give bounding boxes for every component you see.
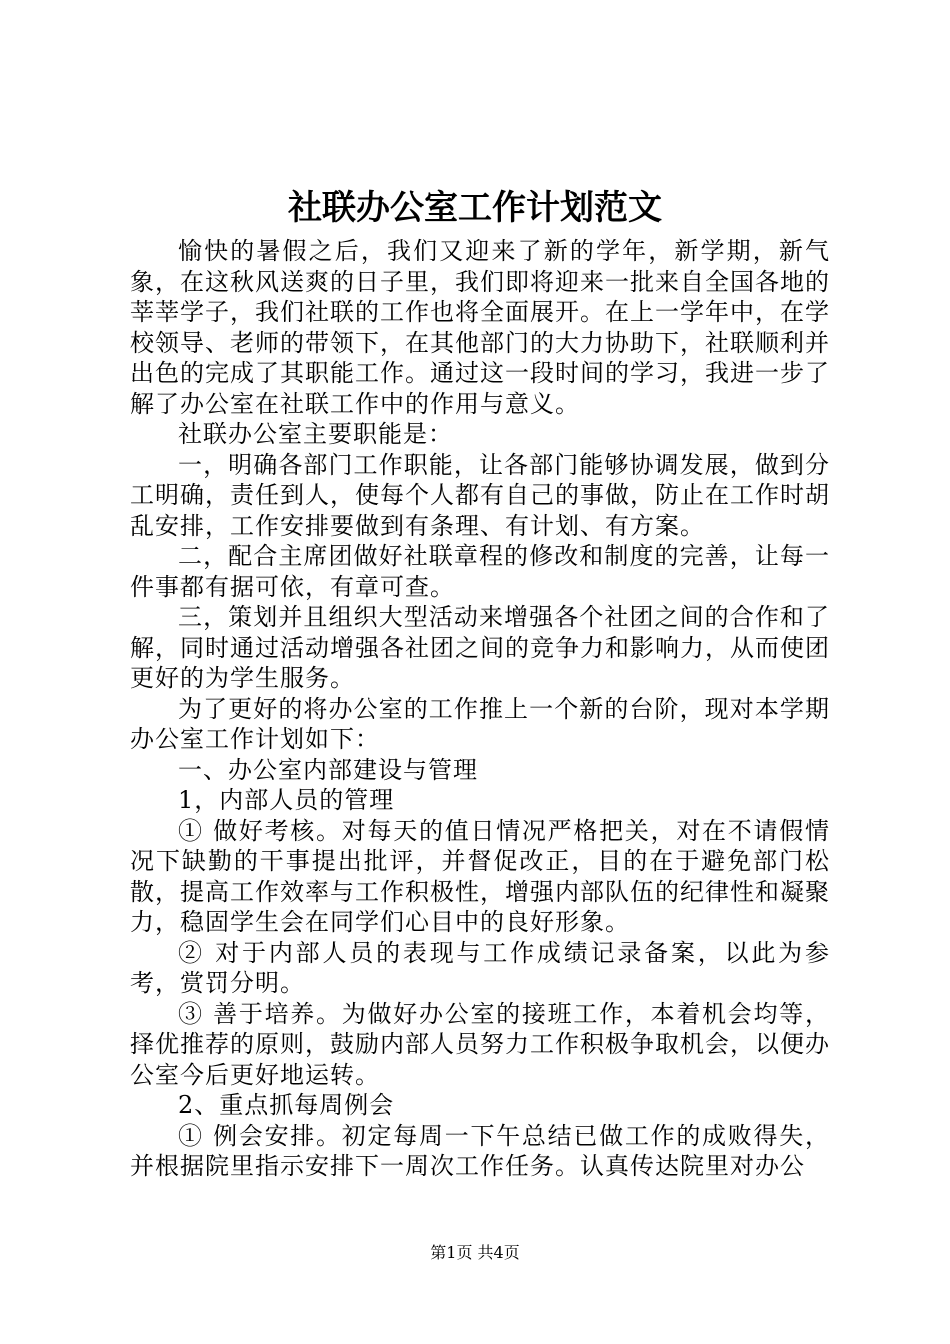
list-item: ① 做好考核。对每天的值日情况严格把关，对在不请假情况下缺勤的干事提出批评，并督促改正，目的在于避免部门松散，提高工作效率与工作积极性，增强内部队伍的纪律性和凝聚力，稳固学生会在同学们心目中的良好形象。: [130, 816, 830, 936]
list-item: ① 例会安排。初定每周一下午总结已做工作的成败得失，并根据院里指示安排下一周次工作任务。认真传达院里对办公: [130, 1121, 830, 1180]
subsection-heading: 1，内部人员的管理: [178, 786, 395, 814]
document-body: [130, 236, 830, 1182]
paragraph: 为了更好的将办公室的工作推上一个新的台阶，现对本学期办公室工作计划如下：: [130, 694, 830, 753]
paragraph: 二，配合主席团做好社联章程的修改和制度的完善，让每一件事都有据可依，有章可查。: [130, 542, 830, 601]
list-item: ③ 善于培养。为做好办公室的接班工作，本着机会均等，择优推荐的原则，鼓励内部人员努力工作积极争取机会，以便办公室今后更好地运转。: [130, 999, 830, 1089]
paragraph: 愉快的暑假之后，我们又迎来了新的学年，新学期，新气象，在这秋风送爽的日子里，我们即将迎来一批来自全国各地的莘莘学子，我们社联的工作也将全面展开。在上一学年中，在学校领导、老师的带领下，在其他部门的大力协助下，社联顺利并出色的完成了其职能工作。通过这一段时间的学习，我进一步了解了办公室在社联工作中的作用与意义。: [130, 237, 830, 418]
list-item: ② 对于内部人员的表现与工作成绩记录备案，以此为参考，赏罚分明。: [130, 938, 830, 997]
section-heading: 一、办公室内部建设与管理: [178, 755, 478, 784]
paragraph: 一，明确各部门工作职能，让各部门能够协调发展，做到分工明确，责任到人，使每个人都有自己的事做，防止在工作时胡乱安排，工作安排要做到有条理、有计划、有方案。: [130, 450, 830, 540]
page-footer: 第1页 共4页: [430, 1243, 520, 1262]
paragraph: 社联办公室主要职能是：: [178, 420, 453, 448]
subsection-heading: 2、重点抓每周例会: [178, 1091, 395, 1119]
document-title: 社联办公室工作计划范文: [288, 188, 662, 228]
paragraph: 三，策划并且组织大型活动来增强各个社团之间的合作和了解，同时通过活动增强各社团之间的竞争力和影响力，从而使团更好的为学生服务。: [130, 603, 830, 692]
